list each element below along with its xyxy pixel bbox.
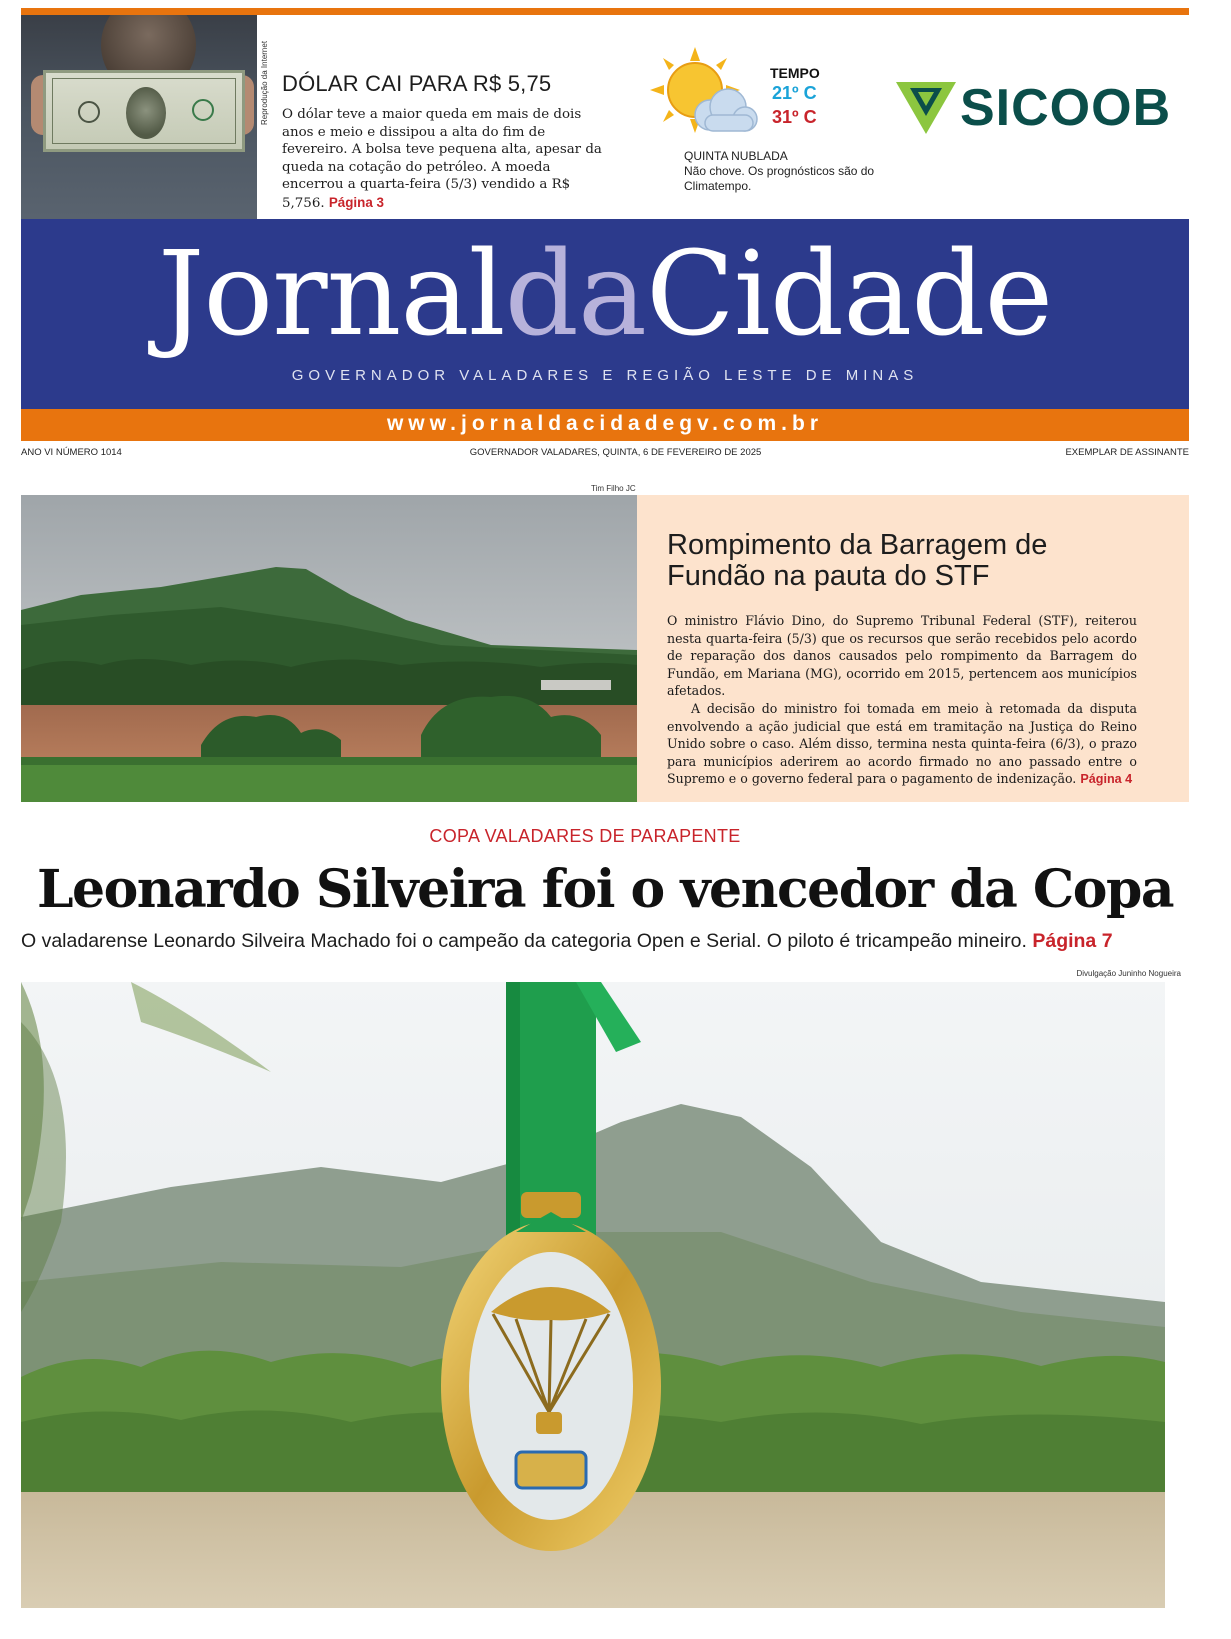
title-part-da: da bbox=[504, 227, 646, 362]
masthead-subtitle: GOVERNADOR VALADARES E REGIÃO LESTE DE MINAS bbox=[291, 367, 919, 384]
max-temperature: 31º C bbox=[772, 107, 817, 127]
dollar-page-link[interactable]: Página 3 bbox=[328, 194, 384, 210]
weather-note: Não chove. Os prognósticos são do Climatempo. bbox=[684, 164, 875, 193]
sicoob-logo-icon[interactable] bbox=[896, 78, 956, 136]
medal-photo bbox=[21, 982, 1165, 1608]
dam-paragraph-2-wrapper bbox=[667, 700, 1137, 789]
dam-page-link[interactable]: Página 4 bbox=[1080, 772, 1133, 787]
cup-photo-credit: Divulgação Juninho Nogueira bbox=[1076, 969, 1181, 978]
cup-headline[interactable]: Leonardo Silveira foi o vencedor da Copa bbox=[36, 859, 1174, 920]
top-orange-rule bbox=[21, 8, 1189, 15]
copy-type: EXEMPLAR DE ASSINANTE bbox=[1065, 447, 1189, 458]
dam-paragraph-2: A decisão do ministro foi tomada em meio à retomada da disputa envolvendo a ação judicial que está em tramitação na Justiça do Reino Unido sobre o caso. Além disso, termina nesta quinta-feira (6/3), o prazo para municípios aderirem ao acordo firmado no ano passado entre o Supremo e o governo federal para o pagamento de indenização. bbox=[667, 700, 1137, 787]
sun-cloud-icon bbox=[650, 45, 760, 145]
cup-deck-text: O valadarense Leonardo Silveira Machado foi o campeão da categoria Open e Serial. O piloto é tricampeão mineiro. bbox=[21, 930, 1027, 952]
title-part-cidade: Cidade bbox=[646, 227, 1053, 362]
dollar-bill bbox=[43, 70, 245, 152]
min-temperature: 21º C bbox=[772, 83, 817, 103]
title-part-jornal: Jornal bbox=[157, 227, 505, 362]
cup-kicker: COPA VALADARES DE PARAPENTE bbox=[429, 826, 741, 846]
cup-deck bbox=[21, 930, 1191, 953]
website-url[interactable]: www.jornaldacidadegv.com.br bbox=[386, 412, 824, 435]
dam-photo-credit: Tim Filho JC bbox=[591, 484, 636, 493]
dollar-photo-credit: Reprodução da Internet bbox=[260, 40, 269, 125]
dollar-teaser-body bbox=[282, 106, 612, 213]
edition-number: ANO VI NÚMERO 1014 bbox=[21, 447, 122, 458]
cup-page-link[interactable]: Página 7 bbox=[1032, 930, 1113, 952]
dollar-teaser-text: O dólar teve a maior queda em mais de dois anos e meio e dissipou a alta do fim de fevereiro. A bolsa teve pequena alta, apesar da queda na cotação do petróleo. A moeda encerrou a quarta-feira (5/3) vendido a R$ 5,756. bbox=[282, 107, 602, 211]
weather-condition: QUINTA NUBLADA bbox=[684, 149, 788, 163]
weather-label: TEMPO bbox=[770, 65, 820, 81]
dollar-teaser-title[interactable]: DÓLAR CAI PARA R$ 5,75 bbox=[282, 71, 552, 96]
url-bar bbox=[21, 409, 1189, 441]
dam-paragraph-1: O ministro Flávio Dino, do Supremo Tribunal Federal (STF), reiterou nesta quarta-feira (5/3) que os recursos que serão recebidos pelo acordo de reparação dos danos causados pelo rompimento da Barragem do Fundão, em Mariana (MG), ocorrido em 2015, pertencem aos municípios afetados. bbox=[667, 613, 1137, 699]
newspaper-title[interactable] bbox=[21, 225, 1189, 365]
river-landscape-photo bbox=[21, 495, 637, 802]
dam-story-body bbox=[667, 612, 1137, 789]
edition-date: GOVERNADOR VALADARES, QUINTA, 6 DE FEVEREIRO DE 2025 bbox=[469, 447, 762, 458]
dollar-bill-photo bbox=[21, 15, 257, 224]
dam-story-title[interactable]: Rompimento da Barragem de Fundão na pauta do STF bbox=[667, 529, 1048, 592]
masthead bbox=[21, 219, 1189, 409]
sponsor-name[interactable]: SICOOB bbox=[960, 79, 1172, 137]
